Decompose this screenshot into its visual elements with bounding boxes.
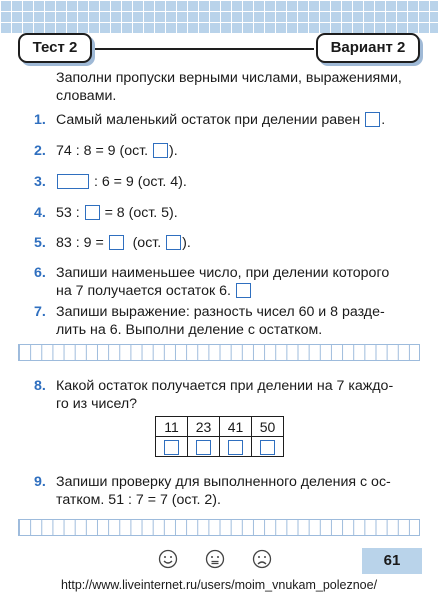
answer-box[interactable]: [260, 440, 275, 455]
task-2-number: 2.: [34, 143, 46, 159]
answer-box[interactable]: [166, 235, 181, 250]
intro-line-2: словами.: [56, 88, 117, 104]
top-grid-band: [0, 0, 438, 34]
table-cell: 50: [252, 417, 284, 437]
answer-box[interactable]: [365, 112, 380, 127]
task-2-expression: 74 : 8 = 9 (ост.: [56, 143, 149, 159]
task-5-number: 5.: [34, 235, 46, 251]
source-url: http://www.liveinternet.ru/users/moim_vnukam_poleznoe/: [60, 578, 378, 592]
task-1-end: .: [381, 112, 386, 128]
task-9-line-2: татком. 51 : 7 = 7 (ост. 2).: [56, 492, 221, 508]
neutral-face-icon[interactable]: [205, 549, 225, 569]
task-9-line-1: Запиши проверку для выполненного деления с ос-: [56, 474, 391, 490]
task-4: [56, 204, 178, 223]
task-8-line-1: Какой остаток получается при делении на 7 каждо-: [56, 378, 394, 394]
task-3: [56, 173, 187, 192]
task-8-number: 8.: [34, 378, 46, 394]
task-6-text: на 7 получается остаток 6.: [56, 283, 232, 299]
intro-line-1: Заполни пропуски верными числами, выражениями,: [56, 70, 402, 86]
task-7-number: 7.: [34, 304, 46, 320]
table-cell: 41: [220, 417, 252, 437]
answer-box[interactable]: [57, 174, 89, 189]
sad-face-icon[interactable]: [252, 549, 272, 569]
task-6-line-1: Запиши наименьшее число, при делении которого: [56, 265, 390, 281]
task-4-expression: 53 :: [56, 205, 80, 221]
task-4-end: = 8 (ост. 5).: [104, 205, 178, 221]
task-7-line-1: Запиши выражение: разность чисел 60 и 8 разде-: [56, 304, 385, 320]
task-4-number: 4.: [34, 205, 46, 221]
table-row: [156, 437, 284, 457]
answer-box[interactable]: [236, 283, 251, 298]
task-1-number: 1.: [34, 112, 46, 128]
task-2-end: ).: [169, 143, 178, 159]
answer-box[interactable]: [228, 440, 243, 455]
table-cell: [156, 437, 188, 457]
task-6-number: 6.: [34, 265, 46, 281]
task-5-expression: 83 : 9 =: [56, 235, 104, 251]
table-row: [156, 417, 284, 437]
table-cell: [220, 437, 252, 457]
answer-box[interactable]: [153, 143, 168, 158]
task-8-line-2: го из чисел?: [56, 396, 138, 412]
table-cell: 11: [156, 417, 188, 437]
answer-box[interactable]: [109, 235, 124, 250]
task-5-end: ).: [182, 235, 191, 251]
task-2: [56, 142, 178, 161]
task-3-expression: : 6 = 9 (ост. 4).: [93, 174, 187, 190]
task-6-line-2: [56, 282, 252, 301]
smile-face-icon[interactable]: [158, 549, 178, 569]
answer-box[interactable]: [164, 440, 179, 455]
task-5: [56, 234, 191, 253]
page-number: 61: [362, 548, 422, 574]
self-assessment-faces: [158, 549, 278, 571]
answer-grid-strip[interactable]: [18, 519, 420, 536]
task-9-number: 9.: [34, 474, 46, 490]
answer-box[interactable]: [196, 440, 211, 455]
task-7-line-2: лить на 6. Выполни деление с остатком.: [56, 322, 323, 338]
task-1: [56, 111, 385, 130]
test-label: Тест 2: [18, 33, 92, 63]
variant-label: Вариант 2: [316, 33, 420, 63]
table-cell: [252, 437, 284, 457]
answer-grid-strip[interactable]: [18, 344, 420, 361]
table-cell: [188, 437, 220, 457]
table-cell: 23: [188, 417, 220, 437]
task-3-number: 3.: [34, 174, 46, 190]
remainder-table: [155, 416, 284, 457]
header-divider: [92, 48, 314, 50]
task-5-remainder-label: (ост.: [132, 235, 162, 251]
task-1-text: Самый маленький остаток при делении равен: [56, 112, 361, 128]
answer-box[interactable]: [85, 205, 100, 220]
